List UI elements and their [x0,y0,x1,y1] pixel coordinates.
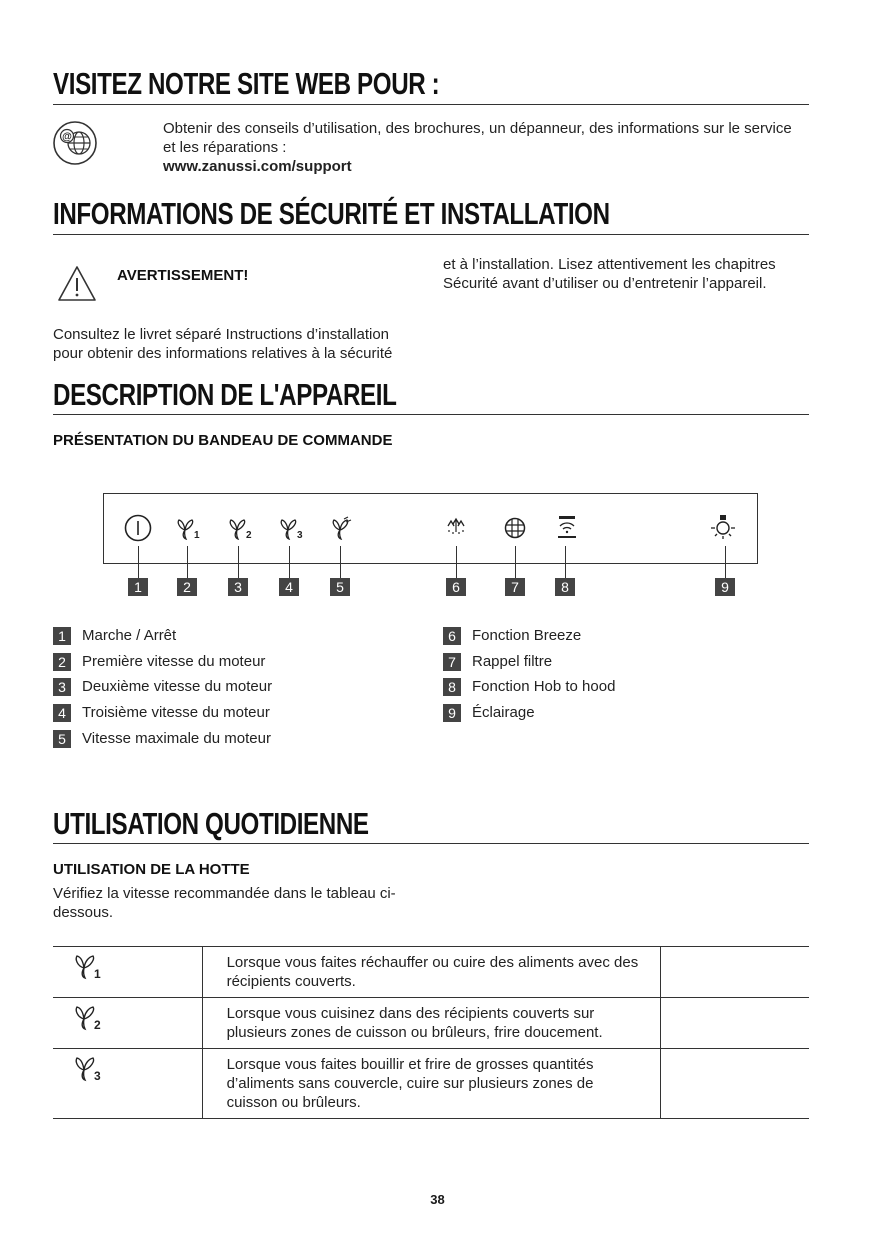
warning-triangle-icon [57,265,97,308]
table-row [53,998,809,1049]
legend-text: Vitesse maximale du moteur [82,730,271,747]
legend-number: 5 [53,730,71,748]
globe-at-icon [52,120,98,171]
visit-heading: VISITEZ NOTRE SITE WEB POUR : [53,66,440,101]
fan-speed-1-icon [74,954,104,985]
legend-text: Troisième vitesse du moteur [82,704,270,721]
usage-heading: UTILISATION QUOTIDIENNE [53,806,369,841]
description-heading: DESCRIPTION DE L'APPAREIL [53,377,397,412]
divider [53,104,809,105]
callout-line [187,546,188,578]
filter-grid-icon [504,517,526,544]
legend-number: 8 [443,678,461,696]
fan-speed-1-icon [176,518,202,545]
page-number: 38 [430,1192,445,1207]
fan-speed-3-icon [279,518,305,545]
table-row [53,947,809,998]
callout-number: 2 [177,578,197,596]
divider [53,843,809,844]
legend-text: Marche / Arrêt [82,627,177,644]
warning-label: AVERTISSEMENT! [117,267,249,284]
callout-number: 8 [555,578,575,596]
speed-cell [53,947,202,998]
usage-text-cell: Lorsque vous cuisinez dans des récipients couverts sur plusieurs zones de cuisson ou brûleurs, frire doucement. [202,998,661,1049]
fan-max-icon [329,516,353,545]
legend-number: 7 [443,653,461,671]
callout-line [565,546,566,578]
fan-speed-3-icon [74,1056,104,1087]
speed-label: 3 [94,1069,101,1082]
speed-cell [53,1049,202,1119]
divider [53,234,809,235]
legend-number: 2 [53,653,71,671]
empty-cell [661,947,809,998]
legend-text: Fonction Breeze [472,627,582,644]
fan-speed-2-icon [228,518,254,545]
callout-number: 6 [446,578,466,596]
safety-right-text: et à l’installation. Lisez attentivement les chapitres Sécurité avant d’utiliser ou d’entretenir l’appareil. [443,256,776,292]
svg-text:@: @ [62,131,72,143]
legend-number: 9 [443,704,461,722]
callout-number: 4 [279,578,299,596]
hood-usage-subheading: UTILISATION DE LA HOTTE [53,861,250,878]
svg-text:2: 2 [246,530,252,540]
callout-line [340,546,341,578]
support-link[interactable]: www.zanussi.com/support [163,158,352,175]
empty-cell [661,998,809,1049]
callout-line [289,546,290,578]
legend-number: 6 [443,627,461,645]
legend-text: Rappel filtre [472,653,553,670]
legend-text: Fonction Hob to hood [472,678,616,695]
svg-text:3: 3 [297,530,303,540]
breeze-icon [444,516,468,543]
callout-line [138,546,139,578]
legend-text: Éclairage [472,704,535,721]
usage-text-cell: Lorsque vous faites réchauffer ou cuire des aliments avec des récipients couverts. [202,947,661,998]
usage-intro: Vérifiez la vitesse recommandée dans le tableau ci-dessous. [53,885,396,921]
empty-cell [661,1049,809,1119]
callout-number: 5 [330,578,350,596]
speed-cell [53,998,202,1049]
callout-line [456,546,457,578]
legend-number: 3 [53,678,71,696]
legend-text: Deuxième vitesse du moteur [82,678,273,695]
callout-line [515,546,516,578]
control-panel-subheading: PRÉSENTATION DU BANDEAU DE COMMANDE [53,432,393,449]
legend-number: 1 [53,627,71,645]
visit-description: Obtenir des conseils d’utilisation, des brochures, un dépanneur, des informations sur le service et les réparations : [163,120,792,156]
speed-label: 1 [94,967,101,980]
speed-label: 2 [94,1018,101,1031]
hob-to-hood-icon [555,514,579,545]
callout-number: 3 [228,578,248,596]
legend-number: 4 [53,704,71,722]
divider [53,414,809,415]
light-icon [708,513,738,546]
callout-number: 7 [505,578,525,596]
table-row [53,1049,809,1119]
legend-text: Première vitesse du moteur [82,653,266,670]
safety-heading: INFORMATIONS DE SÉCURITÉ ET INSTALLATION [53,196,610,231]
speed-table [53,946,809,1119]
callout-number: 1 [128,578,148,596]
callout-line [238,546,239,578]
safety-left-text: Consultez le livret séparé Instructions d’installation pour obtenir des informations relatives à la sécurité [53,326,393,362]
callout-number: 9 [715,578,735,596]
svg-text:1: 1 [194,530,200,540]
callout-line [725,546,726,578]
usage-text-cell: Lorsque vous faites bouillir et frire de grosses quantités d’aliments sans couvercle, cuire sur plusieurs zones de cuisson ou brûleurs. [202,1049,661,1119]
fan-speed-2-icon [74,1005,104,1036]
power-icon [124,514,152,547]
